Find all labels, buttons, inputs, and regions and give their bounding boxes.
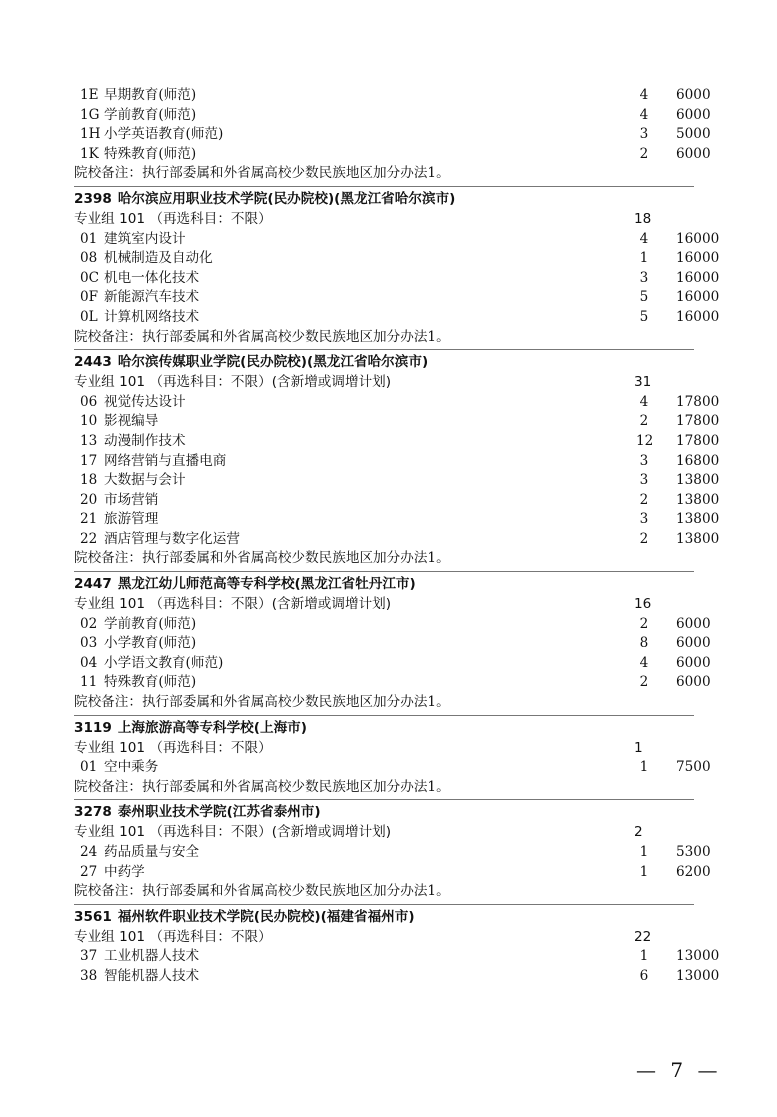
major-name: 药品质量与安全 xyxy=(104,844,200,860)
major-code: 10 xyxy=(80,413,98,430)
major-count: 1 xyxy=(639,250,649,267)
major-row xyxy=(0,673,777,693)
major-code: 1H xyxy=(80,126,101,143)
major-fee: 6200 xyxy=(676,863,711,880)
major-count: 3 xyxy=(639,472,649,489)
school-block xyxy=(0,713,777,798)
section-divider xyxy=(74,799,694,800)
group-count: 31 xyxy=(634,374,652,391)
major-fee: 6000 xyxy=(676,635,711,652)
major-name: 新能源汽车技术 xyxy=(104,289,200,306)
group-name: 专业组 101 （再选科目：不限） xyxy=(74,210,272,227)
major-name: 小学语文教育(师范) xyxy=(104,654,224,671)
group-name: 专业组 101 （再选科目：不限）(含新增或调增计划) xyxy=(74,824,392,841)
major-group-header xyxy=(0,823,777,843)
group-count: 16 xyxy=(634,596,652,613)
major-row xyxy=(0,125,777,145)
major-count: 6 xyxy=(639,967,649,984)
major-row xyxy=(0,106,777,126)
major-name: 机械制造及自动化 xyxy=(104,250,213,267)
major-fee: 16000 xyxy=(676,269,720,286)
major-fee: 6000 xyxy=(676,145,711,162)
group-count: 18 xyxy=(634,210,652,227)
major-row xyxy=(0,967,777,987)
major-name: 动漫制作技术 xyxy=(104,432,186,449)
major-code: 24 xyxy=(80,844,98,860)
school-remark: 院校备注：执行部委属和外省属高校少数民族地区加分办法1。 xyxy=(74,883,450,900)
major-code: 37 xyxy=(80,948,98,965)
major-name: 特殊教育(师范) xyxy=(104,145,197,162)
major-name: 影视编导 xyxy=(104,413,159,430)
school-remark: 院校备注：执行部委属和外省属高校少数民族地区加分办法1。 xyxy=(74,328,450,345)
major-row xyxy=(0,843,777,863)
major-name: 学前教育(师范) xyxy=(104,106,197,123)
major-row xyxy=(0,412,777,432)
major-group-header xyxy=(0,210,777,230)
major-name: 计算机网络技术 xyxy=(104,308,200,325)
major-code: 0L xyxy=(80,308,98,325)
group-count: 22 xyxy=(634,928,652,945)
major-group-header xyxy=(0,739,777,759)
major-code: 13 xyxy=(80,432,98,449)
major-count: 3 xyxy=(639,126,649,143)
school-block xyxy=(0,86,777,184)
group-name: 专业组 101 （再选科目：不限）(含新增或调增计划) xyxy=(74,374,392,391)
major-count: 2 xyxy=(639,413,649,430)
school-block xyxy=(0,184,777,347)
major-code: 1K xyxy=(80,145,99,162)
major-fee: 6000 xyxy=(676,615,711,632)
major-fee: 16000 xyxy=(676,308,720,325)
major-fee: 17800 xyxy=(676,413,720,430)
major-row xyxy=(0,510,777,530)
group-name: 专业组 101 （再选科目：不限）(含新增或调增计划) xyxy=(74,596,392,613)
major-row xyxy=(0,432,777,452)
major-code: 02 xyxy=(80,615,98,632)
major-fee: 16000 xyxy=(676,250,720,267)
school-name: 泰州职业技术学院(江苏省泰州市) xyxy=(117,804,321,821)
major-count: 2 xyxy=(639,530,649,547)
major-count: 2 xyxy=(639,145,649,162)
school-title xyxy=(0,574,777,595)
school-remark: 院校备注：执行部委属和外省属高校少数民族地区加分办法1。 xyxy=(74,550,450,567)
admission-plan-page xyxy=(0,86,777,987)
major-row xyxy=(0,86,777,106)
major-name: 小学英语教育(师范) xyxy=(104,126,224,143)
section-divider xyxy=(74,571,694,572)
major-fee: 6000 xyxy=(676,654,711,671)
major-name: 智能机器人技术 xyxy=(104,967,200,984)
school-id: 2447 xyxy=(74,576,112,593)
major-fee: 13000 xyxy=(676,948,720,965)
major-code: 03 xyxy=(80,635,98,652)
major-code: 17 xyxy=(80,452,98,469)
major-code: 20 xyxy=(80,491,98,508)
section-divider xyxy=(74,715,694,716)
school-id: 3561 xyxy=(74,908,112,925)
major-name: 工业机器人技术 xyxy=(104,948,200,965)
major-count: 1 xyxy=(639,863,649,880)
school-name: 黑龙江幼儿师范高等专科学校(黑龙江省牡丹江市) xyxy=(117,576,416,593)
major-count: 4 xyxy=(639,654,649,671)
major-code: 01 xyxy=(80,230,98,247)
major-code: 0C xyxy=(80,269,100,286)
major-fee: 13000 xyxy=(676,967,720,984)
major-row xyxy=(0,491,777,511)
major-fee: 13800 xyxy=(676,491,720,508)
major-fee: 13800 xyxy=(676,530,720,547)
major-code: 01 xyxy=(80,759,98,776)
major-count: 3 xyxy=(639,269,649,286)
school-remark: 院校备注：执行部委属和外省属高校少数民族地区加分办法1。 xyxy=(74,778,450,795)
school-remark: 院校备注：执行部委属和外省属高校少数民族地区加分办法1。 xyxy=(74,694,450,711)
major-count: 1 xyxy=(639,948,649,965)
school-title xyxy=(0,907,777,928)
major-count: 5 xyxy=(639,289,649,306)
major-count: 3 xyxy=(639,511,649,528)
major-row xyxy=(0,452,777,472)
major-fee: 13800 xyxy=(676,472,720,489)
major-row xyxy=(0,947,777,967)
major-row xyxy=(0,654,777,674)
major-name: 建筑室内设计 xyxy=(104,230,186,247)
section-divider xyxy=(74,349,694,350)
major-count: 2 xyxy=(639,491,649,508)
major-code: 18 xyxy=(80,472,98,489)
major-count: 8 xyxy=(639,635,649,652)
major-code: 0F xyxy=(80,289,99,306)
major-name: 特殊教育(师范) xyxy=(104,674,197,691)
major-fee: 17800 xyxy=(676,432,720,449)
major-code: 1E xyxy=(80,87,99,103)
major-name: 小学教育(师范) xyxy=(104,635,197,652)
school-name: 福州软件职业技术学院(民办院校)(福建省福州市) xyxy=(117,908,415,925)
major-row xyxy=(0,249,777,269)
major-fee: 17800 xyxy=(676,393,720,410)
major-count: 4 xyxy=(639,106,649,123)
major-fee: 6000 xyxy=(676,87,711,103)
major-name: 网络营销与直播电商 xyxy=(104,452,227,469)
major-row xyxy=(0,393,777,413)
major-count: 4 xyxy=(639,393,649,410)
major-code: 27 xyxy=(80,863,98,880)
major-code: 08 xyxy=(80,250,98,267)
major-code: 38 xyxy=(80,967,98,984)
group-count: 2 xyxy=(634,824,643,841)
group-name: 专业组 101 （再选科目：不限） xyxy=(74,928,272,945)
major-code: 06 xyxy=(80,393,98,410)
major-name: 酒店管理与数字化运营 xyxy=(104,530,240,547)
major-name: 早期教育(师范) xyxy=(104,87,197,103)
major-count: 2 xyxy=(639,615,649,632)
major-fee: 16000 xyxy=(676,289,720,306)
major-row xyxy=(0,634,777,654)
major-row xyxy=(0,615,777,635)
major-count: 5 xyxy=(639,308,649,325)
major-group-header xyxy=(0,373,777,393)
major-group-header xyxy=(0,595,777,615)
major-row xyxy=(0,308,777,328)
school-title xyxy=(0,802,777,823)
major-fee: 6000 xyxy=(676,674,711,691)
school-name: 哈尔滨应用职业技术学院(民办院校)(黑龙江省哈尔滨市) xyxy=(117,190,456,207)
major-fee: 5000 xyxy=(676,126,711,143)
group-name: 专业组 101 （再选科目：不限） xyxy=(74,739,272,756)
major-row xyxy=(0,145,777,165)
major-fee: 16000 xyxy=(676,230,720,247)
school-id: 2443 xyxy=(74,354,112,371)
major-name: 空中乘务 xyxy=(104,759,159,776)
major-count: 3 xyxy=(639,452,649,469)
major-name: 机电一体化技术 xyxy=(104,269,200,286)
major-count: 2 xyxy=(639,674,649,691)
major-fee: 5300 xyxy=(676,844,711,860)
major-code: 22 xyxy=(80,530,98,547)
major-name: 市场营销 xyxy=(104,491,159,508)
school-id: 3119 xyxy=(74,719,112,736)
major-count: 12 xyxy=(636,432,654,449)
major-row xyxy=(0,288,777,308)
school-title xyxy=(0,718,777,739)
page-number: — 7 — xyxy=(636,1058,722,1082)
school-id: 3278 xyxy=(74,804,112,821)
major-code: 11 xyxy=(80,674,98,691)
major-group-header xyxy=(0,928,777,948)
major-name: 学前教育(师范) xyxy=(104,615,197,632)
major-row xyxy=(0,863,777,883)
school-block xyxy=(0,902,777,987)
school-remark: 院校备注：执行部委属和外省属高校少数民族地区加分办法1。 xyxy=(74,165,450,182)
major-count: 1 xyxy=(639,844,649,860)
major-name: 中药学 xyxy=(104,863,145,880)
major-row xyxy=(0,269,777,289)
group-count: 1 xyxy=(634,739,643,756)
major-count: 1 xyxy=(639,759,649,776)
major-row xyxy=(0,530,777,550)
major-fee: 16800 xyxy=(676,452,720,469)
major-fee: 13800 xyxy=(676,511,720,528)
section-divider xyxy=(74,904,694,905)
section-divider xyxy=(74,186,694,187)
major-code: 1G xyxy=(80,106,100,123)
major-name: 旅游管理 xyxy=(104,511,159,528)
major-fee: 7500 xyxy=(676,759,711,776)
major-count: 4 xyxy=(639,87,649,103)
school-block xyxy=(0,347,777,569)
major-code: 04 xyxy=(80,654,98,671)
school-title xyxy=(0,352,777,373)
major-row xyxy=(0,758,777,778)
major-name: 大数据与会计 xyxy=(104,472,186,489)
major-row xyxy=(0,471,777,491)
school-name: 上海旅游高等专科学校(上海市) xyxy=(117,719,307,736)
major-row xyxy=(0,230,777,250)
major-count: 4 xyxy=(639,230,649,247)
school-block xyxy=(0,569,777,713)
school-block xyxy=(0,797,777,901)
major-fee: 6000 xyxy=(676,106,711,123)
school-title xyxy=(0,189,777,210)
major-name: 视觉传达设计 xyxy=(104,393,186,410)
school-name: 哈尔滨传媒职业学院(民办院校)(黑龙江省哈尔滨市) xyxy=(117,354,429,371)
major-code: 21 xyxy=(80,511,98,528)
school-id: 2398 xyxy=(74,190,112,207)
